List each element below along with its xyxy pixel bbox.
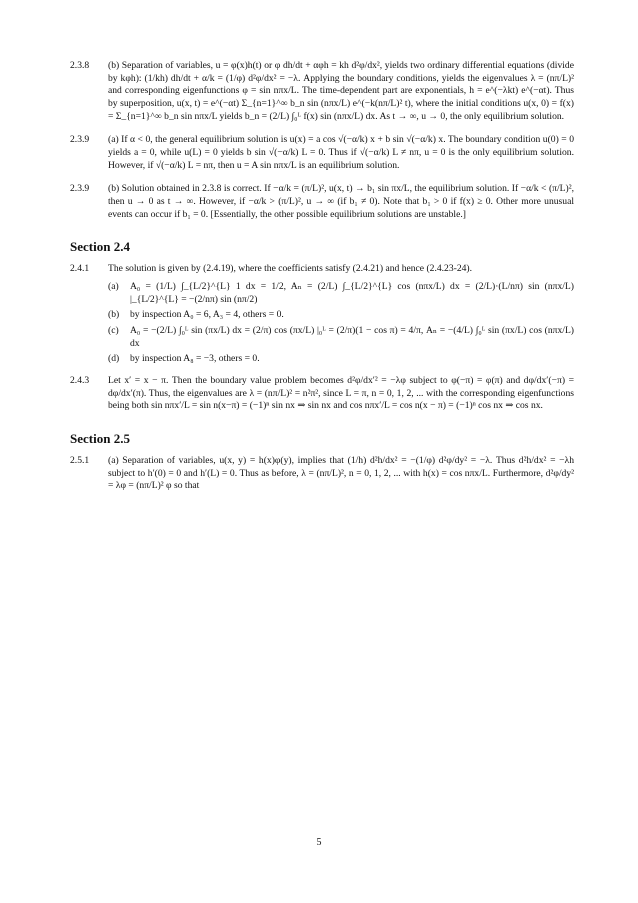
problem-id: 2.5.1: [70, 455, 90, 467]
subpart-label: (b): [108, 309, 120, 321]
problem-id: 2.3.9: [70, 134, 90, 146]
problem-body: [108, 60, 574, 128]
subpart-text: by inspection A₈ = −3, others = 0.: [130, 353, 260, 365]
problem-2-3-9b: [70, 183, 574, 226]
subpart-text: A₀ = (1/L) ∫_{L/2}^{L} 1 dx = 1/2, Aₙ = (2/L) ∫_{L/2}^{L} cos (nπx/L) dx = (2/L)·(L/nπ) sin (nπx/L) |_{L/2}^{L} = −(2/nπ) sin (nπ/2): [130, 281, 574, 305]
subpart: [108, 325, 574, 350]
page-content: [70, 60, 574, 504]
problem-2-3-8: [70, 60, 574, 128]
problem-id: 2.4.3: [70, 374, 90, 386]
problem-body: [108, 134, 574, 177]
problem-2-4-3: [70, 375, 574, 418]
subpart-text: by inspection A₀ = 6, A₃ = 4, others = 0.: [130, 309, 284, 321]
problem-body: [108, 455, 574, 498]
subpart: [108, 353, 574, 366]
section-heading: Section 2.4: [70, 239, 130, 255]
problem-body: [108, 263, 574, 369]
problem-id: 2.4.1: [70, 263, 90, 275]
subpart-text: A₀ = −(2/L) ∫₀ᴸ sin (πx/L) dx = (2/π) cos (πx/L) |₀ᴸ = (2/π)(1 − cos π) = 4/π, Aₙ = −(4/L) ∫₀ᴸ sin (πx/L) cos (nπx/L) dx: [130, 325, 574, 349]
problem-body: [108, 375, 574, 418]
problem-2-5-1: [70, 455, 574, 498]
problem-intro: Let x′ = x − π. Then the boundary value problem becomes d²φ/dx′² = −λφ subject to φ(−π) = φ(π) and dφ/dx′(−π) = dφ/dx′(π). Thus, the eigenvalues are λ = (nπ/L)² = n²π², since L = π, n = 0, 1, 2, ... with the corresponding eigenfunctions being both sin nπx′/L = sin n(x−π) = (−1)ⁿ sin nx ⇒ sin nx and cos nπx′/L = cos n(x − π) = (−1)ⁿ cos nx ⇒ cos nx.: [108, 374, 574, 412]
subpart: [108, 309, 574, 322]
subpart-label: (c): [108, 325, 119, 336]
subpart-label: (a): [108, 281, 119, 293]
problem-text: (a) If α < 0, the general equilibrium solution is u(x) = a cos √(−α/k) x + b sin √(−α/k) x. The boundary condition u(0) = 0 yields a = 0, while u(L) = 0 yields b sin √(−α/k) L = 0. Thus if √(−α/k) L ≠ nπ, u = 0 is the only equilibrium solution. However, if √(−α/k) L = nπ, then u = A sin nπx/L is an equilibrium solution.: [108, 134, 574, 171]
problem-id: 2.3.8: [70, 60, 90, 71]
problem-text: (b) Separation of variables, u = φ(x)h(t) or φ dh/dt + αφh = kh d²φ/dx², yields two ordinary differential equations (divide by kφh): (1/kh) dh/dt + α/k = (1/φ) d²φ/dx² = −λ. Applying the boundary conditions, yields the eigenvalues λ = (nπ/L)² and corresponding eigenfunctions φ = sin nπx/L. The time-dependent part are exponentials, h = e^(−λkt) e^(−αt). Thus by superposition, u(x, t) = e^(−αt) Σ_{n=1}^∞ b_n sin (nπx/L) e^(−k(nπ/L)² t), where the initial conditions u(x, 0) = f(x) = Σ_{n=1}^∞ b_n sin nπx/L yields b_n = (2/L) ∫₀ᴸ f(x) sin (nπx/L) dx. As t → ∞, u → 0, the only equilibrium solution.: [108, 60, 574, 122]
problem-2-4-1: [70, 263, 574, 369]
problem-intro: (a) Separation of variables, u(x, y) = h(x)φ(y), implies that (1/h) d²h/dx² = −(1/φ) d²φ/dy² = −λ. Thus d²h/dx² = −λh subject to h′(0) = 0 and h′(L) = 0. Thus as before, λ = (nπ/L)², n = 0, 1, 2, ... with h(x) = cos nπx/L. Furthermore, d²φ/dy² = λφ = (nπ/L)² φ so that: [108, 455, 574, 492]
page-number: 5: [316, 837, 322, 848]
problem-body: [108, 183, 574, 226]
section-heading: Section 2.5: [70, 430, 130, 446]
problem-id: 2.3.9: [70, 183, 90, 195]
problem-intro: The solution is given by (2.4.19), where the coefficients satisfy (2.4.21) and hence (2.4.23-24).: [108, 263, 473, 275]
problem-text: (b) Solution obtained in 2.3.8 is correct. If −α/k = (π/L)², u(x, t) → b₁ sin πx/L, the equilibrium solution. If −α/k < (π/L)², then u → 0 as t → ∞. However, if −α/k > (π/L)², u → ∞ (if b₁ ≠ 0). Note that b₁ > 0 if f(x) ≥ 0. Other more unusual events can occur if b₁ = 0. [Essentially, the other possible equilibrium solutions are unstable.]: [108, 183, 574, 220]
subpart: [108, 281, 574, 306]
problem-2-3-9a: [70, 134, 574, 177]
subpart-label: (d): [108, 353, 120, 365]
